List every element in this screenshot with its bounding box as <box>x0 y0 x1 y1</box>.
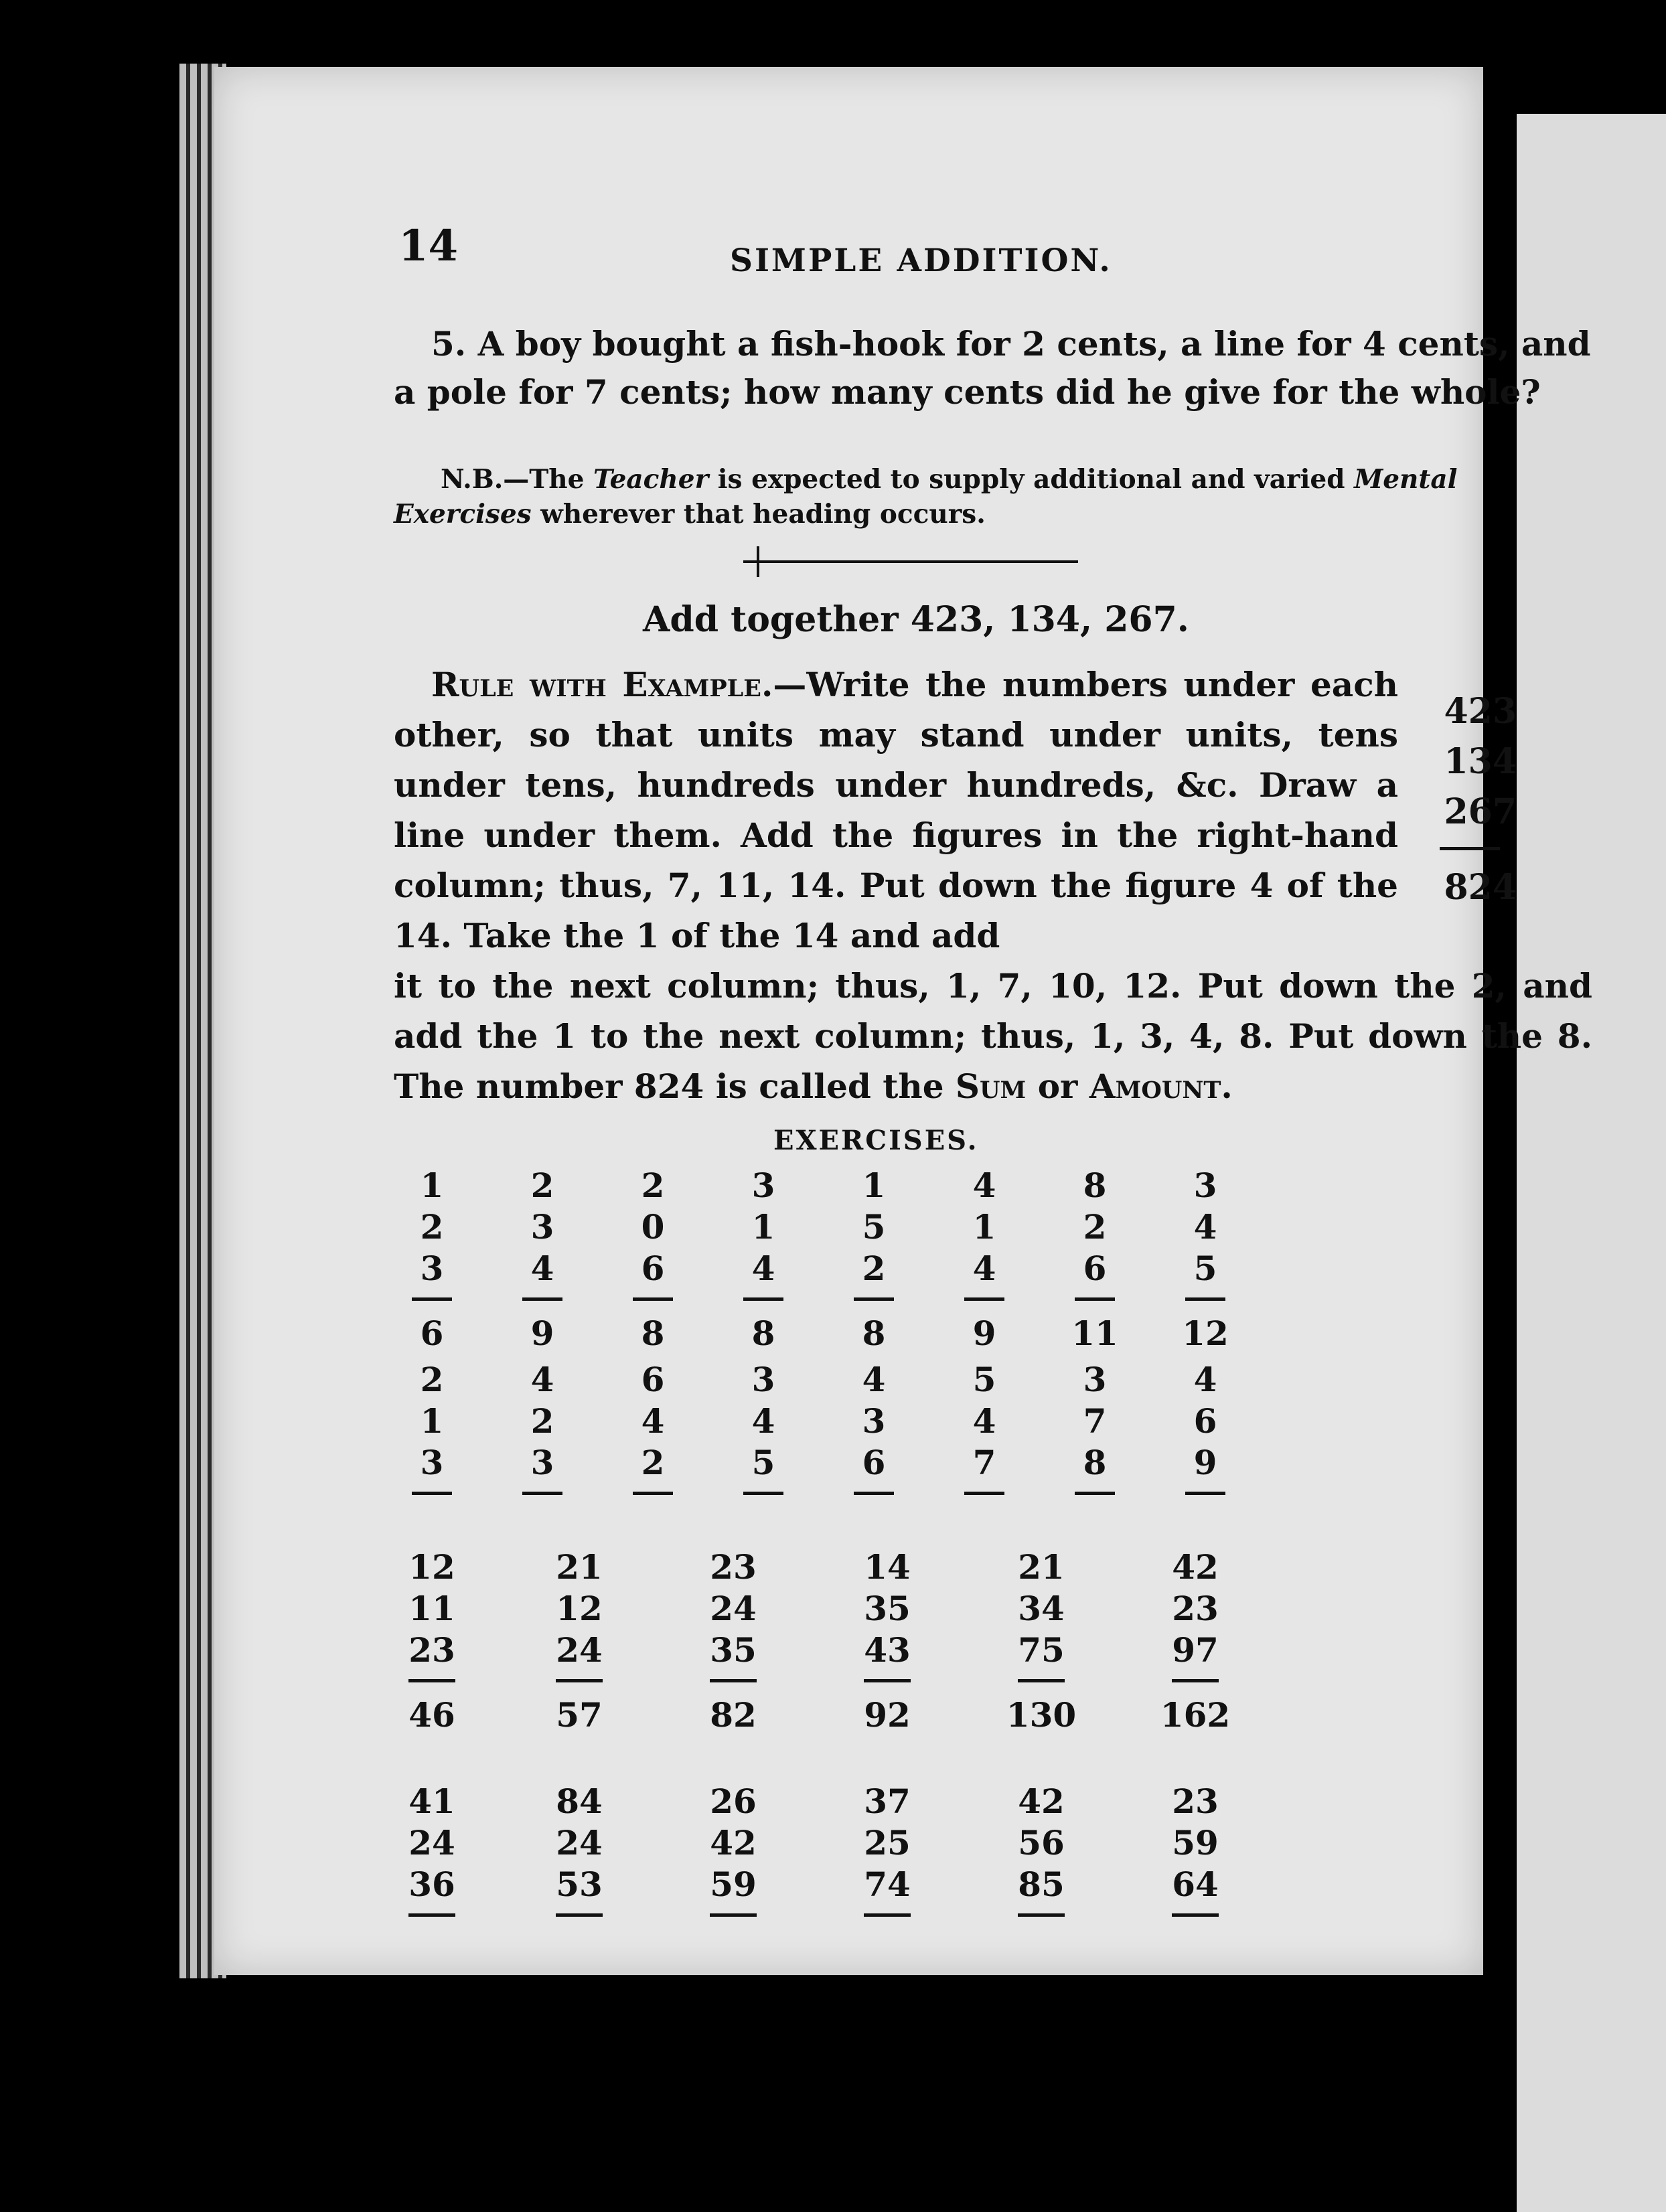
addend: 3 <box>751 1360 775 1399</box>
addend: 85 <box>1018 1865 1065 1904</box>
addend: 23 <box>408 1630 455 1670</box>
addend: 8 <box>1083 1166 1107 1205</box>
addend: 24 <box>408 1823 455 1863</box>
exercise-row1-6 <box>934 1165 1035 1354</box>
sum: 46 <box>408 1695 455 1735</box>
addend: 84 <box>556 1782 603 1821</box>
addend: 7 <box>1083 1401 1107 1441</box>
exercise-row4-5 <box>991 1781 1091 1929</box>
exercise-row1-4 <box>713 1165 814 1354</box>
addend: 23 <box>1172 1589 1219 1628</box>
sum: 8 <box>751 1314 775 1353</box>
addend: 4 <box>862 1360 886 1399</box>
addend: 4 <box>972 1166 996 1205</box>
addend: 59 <box>1172 1823 1219 1863</box>
addend: 14 <box>864 1547 911 1587</box>
sum-line <box>412 1492 452 1495</box>
addend: 3 <box>530 1207 554 1247</box>
exercise-row1-1 <box>382 1165 482 1354</box>
addend: 35 <box>710 1630 757 1670</box>
addend: 42 <box>710 1823 757 1863</box>
addend: 23 <box>1172 1782 1219 1821</box>
exercise-row2-1 <box>382 1359 482 1507</box>
exercise-row1-5 <box>824 1165 924 1354</box>
exercise-row1-2 <box>492 1165 593 1354</box>
example-sum: 824 <box>1444 867 1517 908</box>
example-sum-line <box>1440 847 1500 850</box>
exercise-row2-3 <box>603 1359 703 1507</box>
sum: 57 <box>556 1695 603 1735</box>
sum-line <box>556 1679 603 1682</box>
exercise-row3-5 <box>991 1547 1091 1736</box>
addend: 56 <box>1018 1823 1065 1863</box>
section-divider <box>743 560 1078 563</box>
book-page <box>214 67 1592 1975</box>
sum: 82 <box>710 1695 757 1735</box>
addend: 1 <box>751 1207 775 1247</box>
sum-line <box>710 1913 757 1917</box>
addend: 37 <box>864 1782 911 1821</box>
addend: 4 <box>972 1401 996 1441</box>
addend: 1 <box>420 1166 444 1205</box>
addend: 5 <box>751 1443 775 1482</box>
addend: 53 <box>556 1865 603 1904</box>
addend: 1 <box>862 1166 886 1205</box>
sum-line <box>1172 1679 1219 1682</box>
rule-paragraph-continued: it to the next column; thus, 1, 7, 10, 12. Put down the 2, and add the 1 to the next column; thus, 1, 3, 4, 8. Put down the 8. The number 824 is called the Sum or Amount. <box>394 966 1592 1106</box>
facing-page-edge <box>1517 114 1666 2212</box>
sum-line <box>633 1492 673 1495</box>
sum-line <box>412 1297 452 1301</box>
addend: 24 <box>710 1589 757 1628</box>
addend: 4 <box>530 1360 554 1399</box>
exercise-row2-6 <box>934 1359 1035 1507</box>
sum-line <box>964 1297 1004 1301</box>
addend: 7 <box>972 1443 996 1482</box>
teacher-note: N.B.—The Teacher is expected to supply additional and varied Mental Exercises wherever that heading occurs. <box>394 464 1458 530</box>
sum: 8 <box>862 1314 886 1353</box>
divider-tick <box>757 546 759 577</box>
exercise-row3-2 <box>529 1547 629 1736</box>
addend: 4 <box>751 1249 775 1288</box>
exercise-row4-4 <box>837 1781 937 1929</box>
exercise-row4-2 <box>529 1781 629 1929</box>
addend: 2 <box>420 1207 444 1247</box>
addend: 21 <box>556 1547 603 1587</box>
sum-line <box>522 1492 562 1495</box>
addend: 3 <box>751 1166 775 1205</box>
sum: 8 <box>641 1314 665 1353</box>
addend: 42 <box>1172 1547 1219 1587</box>
addend: 5 <box>862 1207 886 1247</box>
addend: 75 <box>1018 1630 1065 1670</box>
sum-line <box>556 1913 603 1917</box>
problem-5: 5. A boy bought a fish-hook for 2 cents, a line for 4 cents, and a pole for 7 cents; how many cents did he give for the whole? <box>394 324 1591 412</box>
exercise-row4-3 <box>683 1781 783 1929</box>
addend: 74 <box>864 1865 911 1904</box>
addend: 5 <box>972 1360 996 1399</box>
sum: 9 <box>972 1314 996 1353</box>
sum-line <box>1172 1913 1219 1917</box>
addend: 2 <box>641 1166 665 1205</box>
addend: 3 <box>420 1249 444 1288</box>
addend: 25 <box>864 1823 911 1863</box>
exercise-row4-6 <box>1145 1781 1245 1929</box>
sum-line <box>408 1913 455 1917</box>
example-addends: 423 134 267 <box>1444 691 1517 832</box>
addend: 9 <box>1193 1443 1217 1482</box>
addend: 2 <box>1083 1207 1107 1247</box>
addend: 41 <box>408 1782 455 1821</box>
addend: 64 <box>1172 1865 1219 1904</box>
addend: 5 <box>1193 1249 1217 1288</box>
addend: 4 <box>1193 1207 1217 1247</box>
sum: 12 <box>1182 1314 1229 1353</box>
addend: 3 <box>862 1401 886 1441</box>
sum-line <box>1018 1679 1065 1682</box>
sum-line <box>633 1297 673 1301</box>
addend: 3 <box>530 1443 554 1482</box>
sum-line <box>964 1492 1004 1495</box>
sum-line <box>864 1679 911 1682</box>
addend: 4 <box>751 1401 775 1441</box>
addend: 2 <box>530 1401 554 1441</box>
sum-line <box>854 1297 894 1301</box>
addend: 21 <box>1018 1547 1065 1587</box>
sum-line <box>522 1297 562 1301</box>
exercise-row1-3 <box>603 1165 703 1354</box>
addend: 36 <box>408 1865 455 1904</box>
sum: 92 <box>864 1695 911 1735</box>
addend: 6 <box>641 1360 665 1399</box>
sum-line <box>1075 1492 1115 1495</box>
sum-line <box>743 1297 783 1301</box>
addend: 6 <box>641 1249 665 1288</box>
rule-paragraph: Rule with Example.—Write the numbers under each other, so that units may stand under units, tens under tens, hundreds under hundreds, &c. Draw a line under them. Add the figures in the right-hand column; thus, 7, 11, 14. Put down the figure 4 of the 14. Take the 1 of the 14 and add <box>394 665 1398 955</box>
addend: 97 <box>1172 1630 1219 1670</box>
exercise-row1-7 <box>1045 1165 1145 1354</box>
sum-line <box>408 1679 455 1682</box>
addend: 4 <box>1193 1360 1217 1399</box>
exercise-row2-2 <box>492 1359 593 1507</box>
addend: 24 <box>556 1823 603 1863</box>
exercise-row3-1 <box>382 1547 482 1736</box>
addend: 6 <box>1193 1401 1217 1441</box>
exercise-row3-4 <box>837 1547 937 1736</box>
addend: 34 <box>1018 1589 1065 1628</box>
addend: 42 <box>1018 1782 1065 1821</box>
add-heading: Add together 423, 134, 267. <box>643 599 1189 640</box>
addend: 3 <box>420 1443 444 1482</box>
addend: 11 <box>408 1589 455 1628</box>
sum-line <box>743 1492 783 1495</box>
sum-line <box>864 1913 911 1917</box>
exercise-row2-7 <box>1045 1359 1145 1507</box>
page-number: 14 <box>398 221 459 271</box>
exercise-row3-6 <box>1145 1547 1245 1736</box>
addend: 2 <box>862 1249 886 1288</box>
exercise-row2-5 <box>824 1359 924 1507</box>
exercise-row4-1 <box>382 1781 482 1929</box>
addend: 43 <box>864 1630 911 1670</box>
addend: 3 <box>1083 1360 1107 1399</box>
addend: 2 <box>420 1360 444 1399</box>
rule-label: Rule with Example. <box>431 665 773 704</box>
exercises-heading: EXERCISES. <box>773 1125 979 1156</box>
addend: 6 <box>862 1443 886 1482</box>
addend: 3 <box>1193 1166 1217 1205</box>
sum: 11 <box>1071 1314 1118 1353</box>
sum-line <box>1018 1913 1065 1917</box>
sum: 162 <box>1160 1695 1231 1735</box>
addend: 35 <box>864 1589 911 1628</box>
addend: 1 <box>972 1207 996 1247</box>
addend: 2 <box>530 1166 554 1205</box>
addend: 6 <box>1083 1249 1107 1288</box>
addend: 1 <box>420 1401 444 1441</box>
addend: 2 <box>641 1443 665 1482</box>
exercise-row2-8 <box>1155 1359 1256 1507</box>
addend: 59 <box>710 1865 757 1904</box>
addend: 12 <box>408 1547 455 1587</box>
addend: 12 <box>556 1589 603 1628</box>
addend: 23 <box>710 1547 757 1587</box>
addend: 26 <box>710 1782 757 1821</box>
sum-line <box>710 1679 757 1682</box>
addend: 4 <box>641 1401 665 1441</box>
running-head: SIMPLE ADDITION. <box>730 242 1112 279</box>
sum: 130 <box>1006 1695 1077 1735</box>
sum-line <box>1185 1297 1225 1301</box>
addend: 8 <box>1083 1443 1107 1482</box>
addend: 0 <box>641 1207 665 1247</box>
sum-line <box>1075 1297 1115 1301</box>
exercise-row2-4 <box>713 1359 814 1507</box>
addend: 4 <box>530 1249 554 1288</box>
exercise-row3-3 <box>683 1547 783 1736</box>
addend: 24 <box>556 1630 603 1670</box>
exercise-row1-8 <box>1155 1165 1256 1354</box>
sum-line <box>1185 1492 1225 1495</box>
addend: 4 <box>972 1249 996 1288</box>
sum: 9 <box>530 1314 554 1353</box>
sum-line <box>854 1492 894 1495</box>
sum: 6 <box>420 1314 444 1353</box>
